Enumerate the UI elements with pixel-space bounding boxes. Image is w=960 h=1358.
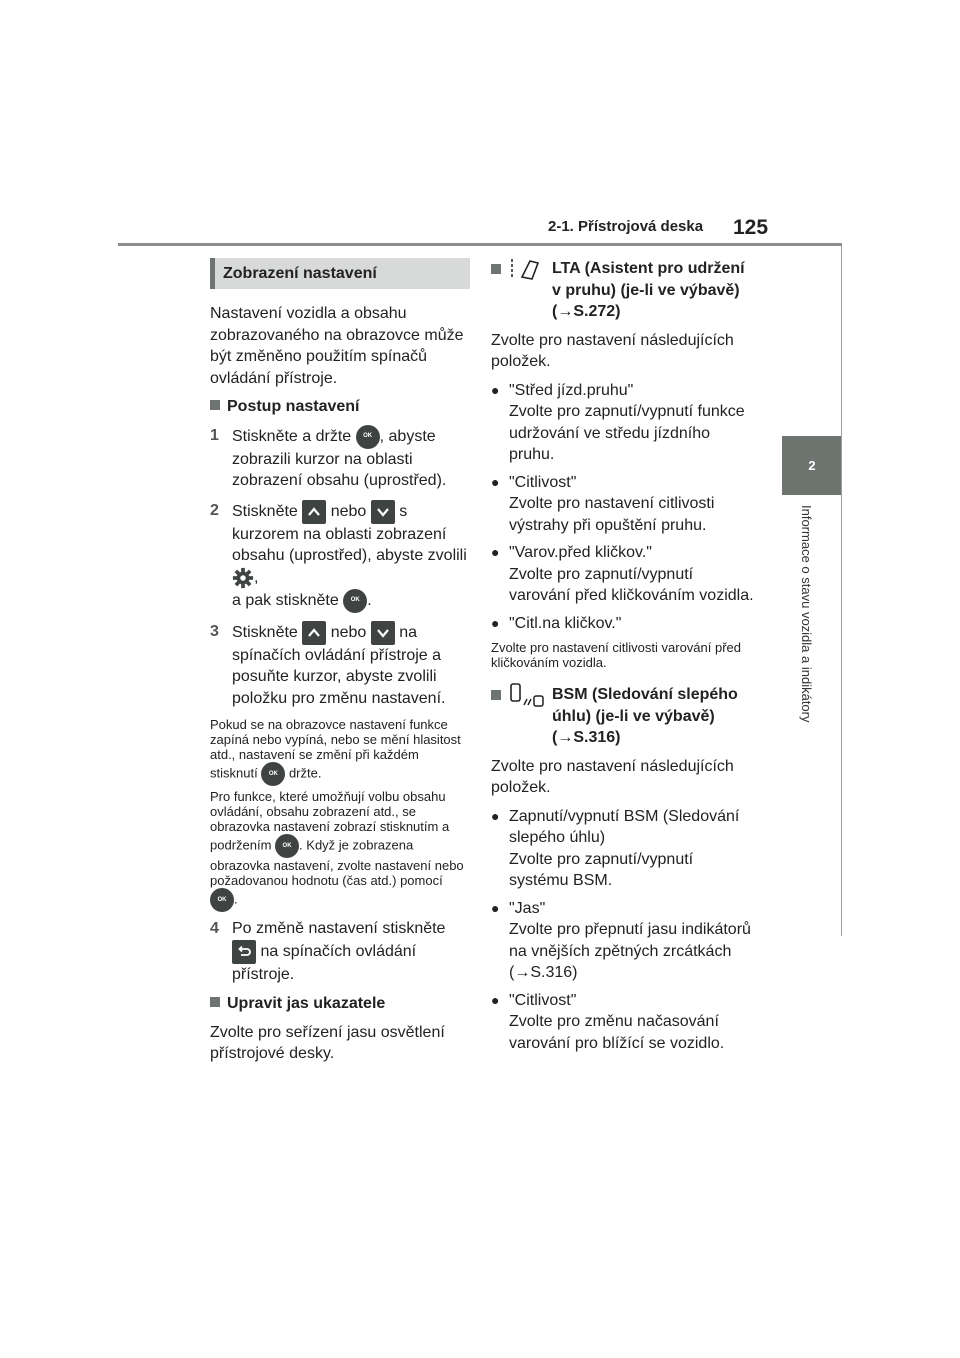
ok-button-icon: OK <box>210 888 234 912</box>
lta-item: ● "Varov.před kličkov." Zvolte pro zapnutí/vypnutí varování před kličkováním vozidla. <box>491 544 754 604</box>
up-arrow-icon <box>302 621 326 645</box>
lta-heading: LTA (Asistent pro udržení v pruhu) (je-li ve výbavě) (→S.272) <box>491 258 756 323</box>
lta-note: Zvolte pro nastavení citlivosti varování před kličkováním vozidla. <box>491 640 742 670</box>
lta-item: ● "Citl.na kličkov." <box>491 614 622 632</box>
ok-button-icon: OK <box>261 762 285 786</box>
lta-intro: Zvolte pro nastavení následujících položek. <box>491 331 734 370</box>
step-2: 2 Stiskněte nebo s kurzorem na oblasti zobrazení obsahu (uprostřed), abyste zvolili , a pak stiskněte OK . <box>210 500 470 613</box>
brightness-heading: Upravit jas ukazatele <box>210 993 470 1015</box>
bsm-item: ● "Jas" Zvolte pro přepnutí jasu indikátorů na vnějších zpětných zrcátkách (→S.316) <box>491 899 751 981</box>
note-block: Pokud se na obrazovce nastavení funkce zapíná nebo vypíná, nebo se mění hlasitost atd., nastavení se změní při každém stisknutí OK držte. Pro funkce, které umožňují volbu obsahu ovládání, obsahu zobrazení atd., se obrazovka nastavení zobrazí stisknutím a podržením OK . Když je zobrazena obrazovka nastavení, zvolte nastavení nebo požadovanou hodnotu (čas atd.) pomocí OK . <box>210 717 470 912</box>
ok-button-icon: OK <box>275 834 299 858</box>
procedure-heading: Postup nastavení <box>210 396 470 418</box>
box-title: Zobrazení nastavení <box>210 258 470 289</box>
bsm-icon <box>508 683 546 707</box>
step-3: 3 Stiskněte nebo na spínačích ovládání přístroje a posuňte kurzor, abyste zvolili položku pro změnu nastavení. <box>210 622 446 707</box>
ok-button-icon: OK <box>356 425 380 449</box>
bsm-item: ● "Citlivost" Zvolte pro změnu načasování varování pro blížící se vozidlo. <box>491 991 725 1052</box>
lta-icon <box>508 257 546 281</box>
lta-item: ● "Střed jízd.pruhu" Zvolte pro zapnutí/vypnutí funkce udržování ve středu jízdního pruhu. <box>491 381 745 463</box>
left-column <box>210 258 470 1072</box>
right-column <box>491 258 756 1060</box>
step-4: 4 Po změně nastavení stiskněte na spínačích ovládání přístroje. <box>210 920 446 983</box>
brightness-text: Zvolte pro seřízení jasu osvětlení přístrojové desky. <box>210 1023 445 1062</box>
chapter-title: Informace o stavu vozidla a indikátory <box>799 505 814 723</box>
intro-text: Nastavení vozidla a obsahu zobrazovaného na obrazovce může být změněno použitím spínačů ovládání přístroje. <box>210 305 464 387</box>
lta-item: ● "Citlivost" Zvolte pro nastavení citlivosti výstrahy při opuštění pruhu. <box>491 473 715 534</box>
bsm-item: ● Zapnutí/vypnutí BSM (Sledování slepého úhlu) Zvolte pro zapnutí/vypnutí systému BSM. <box>491 807 740 889</box>
bsm-heading: BSM (Sledování slepého úhlu) (je-li ve výbavě) (→S.316) <box>491 684 756 749</box>
step-1: 1 Stiskněte a držte OK , abyste zobrazili kurzor na oblasti zobrazení obsahu (uprostřed). <box>210 426 447 489</box>
gear-icon <box>232 567 254 589</box>
down-arrow-icon <box>371 500 395 524</box>
up-arrow-icon <box>302 500 326 524</box>
section-title: 2-1. Přístrojová deska <box>548 218 704 235</box>
back-icon <box>232 940 256 964</box>
header-rule <box>118 243 842 246</box>
page-number: 125 <box>733 216 769 239</box>
down-arrow-icon <box>371 621 395 645</box>
side-rule <box>841 246 842 936</box>
chapter-tab: 2 <box>782 436 842 495</box>
ok-button-icon: OK <box>343 589 367 613</box>
bsm-intro: Zvolte pro nastavení následujících položek. <box>491 757 734 796</box>
